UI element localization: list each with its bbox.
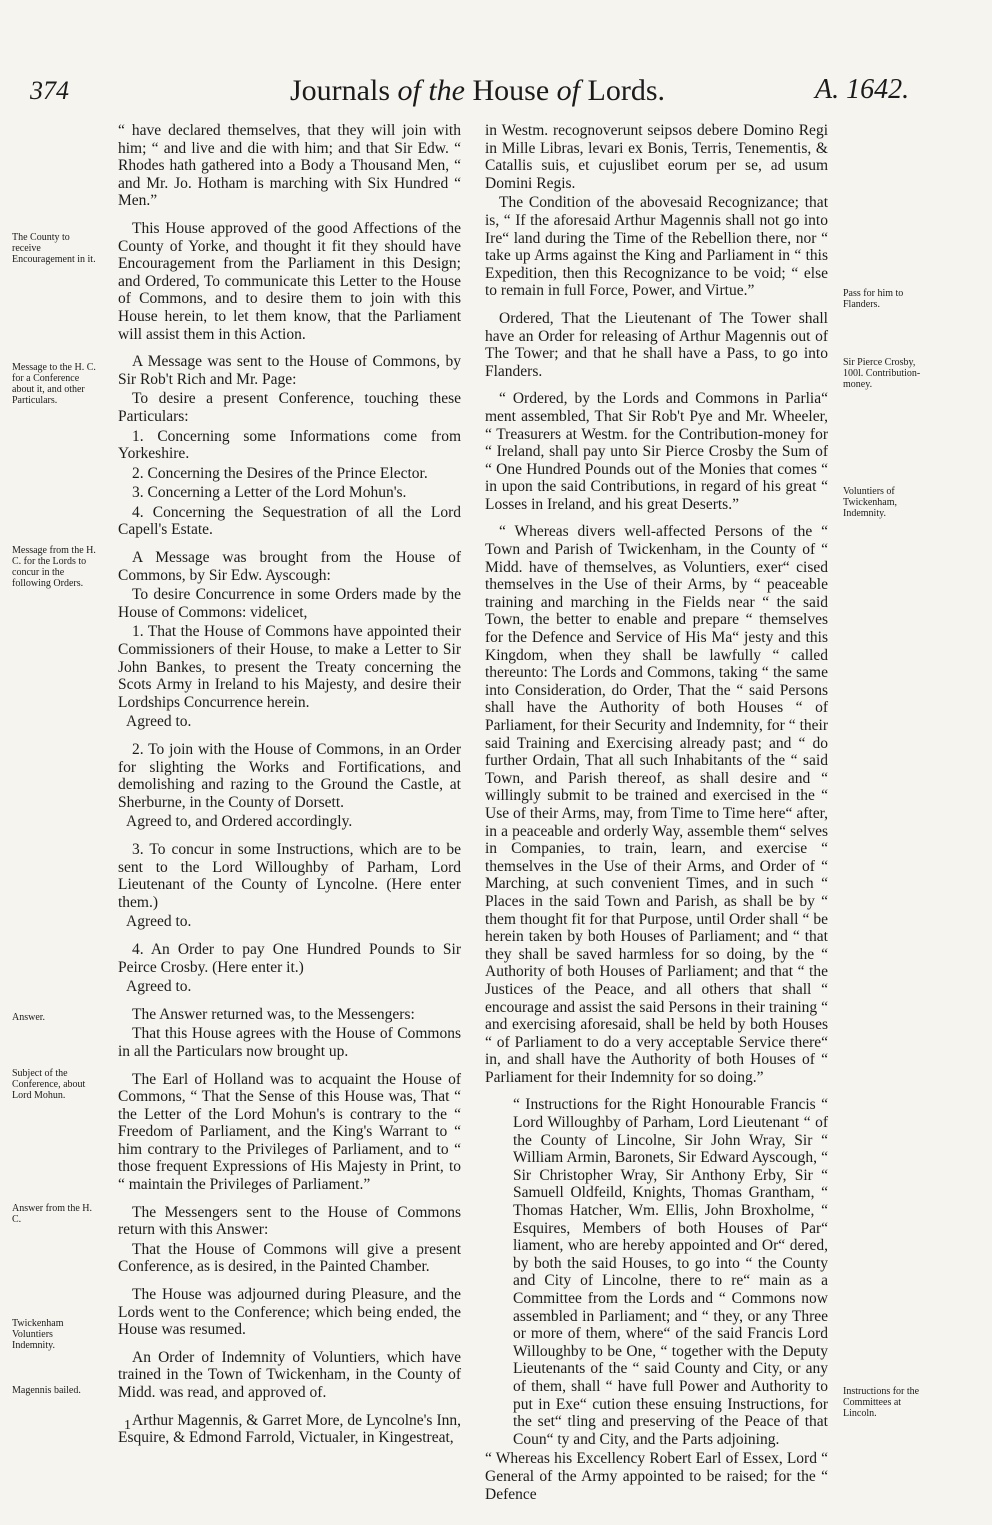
- left-paragraph: 1. Concerning some Informations come from Yorkeshire.: [118, 427, 461, 463]
- right-paragraph: “ Whereas his Excellency Robert Earl of Essex, Lord “ General of the Army appointed to be raised; for the “ Defence: [485, 1450, 828, 1503]
- signature-mark: 1: [124, 1418, 131, 1433]
- left-paragraph: 4. Concerning the Sequestration of all the Lord Capell's Estate.: [118, 503, 461, 539]
- left-paragraph: 2. Concerning the Desires of the Prince Elector.: [132, 464, 428, 482]
- margin-note-left: Message from the H. C. for the Lords to concur in the following Orders.: [12, 545, 96, 589]
- page-header: [0, 70, 992, 110]
- right-paragraph: “ Ordered, by the Lords and Commons in Parlia“ ment assembled, That Sir Rob't Pye and Mr. Wheeler, “ Treasurers at Westm. for the Contribution-money for “ Ireland, shall pay unto Sir Pierce Crosby the Sum of “ One Hundred Pounds out of the Monies that comes “ in upon the said Contributions, in regard of his great “ Losses in Ireland, and his great Deserts.”: [485, 390, 828, 513]
- left-paragraph: “ have declared themselves, that they will join with him; “ and live and die with him; and that Sir Edw. “ Rhodes hath gathered into a Body a Thousand Men, “ and Mr. Jo. Hotham is marching with Six Hundred “ Men.”: [118, 122, 461, 210]
- title-of: of: [397, 74, 421, 107]
- left-paragraph: 4. An Order to pay One Hundred Pounds to Sir Peirce Crosby. (Here enter it.): [118, 940, 461, 976]
- agreed-note: Agreed to, and Ordered accordingly.: [126, 813, 353, 831]
- margin-note-left: Subject of the Conference, about Lord Mohun.: [12, 1068, 86, 1101]
- left-paragraph: An Order of Indemnity of Voluntiers, which have trained in the Town of Twickenham, in the County of Midd. was read, and approved of.: [118, 1348, 461, 1401]
- left-paragraph: 3. To concur in some Instructions, which are to be sent to the Lord Willoughby of Parham, Lord Lieutenant of the County of Lyncolne. (Here enter them.): [118, 840, 461, 911]
- left-paragraph: The Messengers sent to the House of Commons return with this Answer:: [118, 1203, 461, 1239]
- title-the: the: [428, 74, 465, 107]
- running-title: [290, 74, 665, 108]
- page-number: 374: [30, 76, 69, 105]
- left-paragraph: The House was adjourned during Pleasure, and the Lords went to the Conference; which being ended, the House was resumed.: [118, 1286, 461, 1339]
- margin-note-left: Answer.: [12, 1012, 46, 1023]
- agreed-note: Agreed to.: [126, 913, 192, 931]
- margin-note-left: Magennis bailed.: [12, 1385, 81, 1396]
- running-year: A. 1642.: [815, 74, 910, 105]
- right-column: [485, 122, 828, 1513]
- title-house: House: [472, 74, 550, 107]
- left-paragraph: Arthur Magennis, & Garret More, de Lyncolne's Inn, Esquire, & Edmond Farrold, Victualer, in Kingestreat,: [118, 1411, 461, 1447]
- left-paragraph: The Earl of Holland was to acquaint the House of Commons, “ That the Sense of this House was, That “ the Letter of the Lord Mohun's is contrary to the “ Freedom of Parliament, and the King's Warrant to “ him contrary to the Privileges of Parliament, and to “ those frequent Expressions of His Majesty in Print, to “ maintain the Privileges of Parliament.”: [118, 1070, 461, 1194]
- margin-note-left: Answer from the H. C.: [12, 1203, 92, 1225]
- margin-note-left: The County to receive Encouragement in it.: [12, 232, 96, 265]
- left-paragraph: 2. To join with the House of Commons, in an Order for slighting the Works and Fortifications, and demolishing and razing to the Ground the Castle, at Sherburne, in the County of Dorsett.: [118, 741, 461, 811]
- left-paragraph: This House approved of the good Affections of the County of Yorke, and thought it fit they should have Encouragement from the Parliament in this Design; and Ordered, To communicate this Letter to the House of Commons, and to desire them to join with this House herein, to let them know, that the Parliament will assist them in this Action.: [118, 219, 461, 343]
- left-paragraph: To desire Concurrence in some Orders made by the House of Commons: videlicet,: [118, 586, 461, 621]
- left-paragraph: That the House of Commons will give a present Conference, as is desired, in the Painted Chamber.: [118, 1240, 461, 1276]
- left-paragraph: 3. Concerning a Letter of the Lord Mohun's.: [132, 484, 407, 502]
- left-paragraph: To desire a present Conference, touching these Particulars:: [118, 390, 461, 425]
- title-lords: Lords.: [587, 74, 665, 107]
- title-journals: Journals: [290, 74, 390, 107]
- left-paragraph: A Message was brought from the House of Commons, by Sir Edw. Ayscough:: [118, 549, 461, 584]
- agreed-note: Agreed to.: [126, 713, 192, 731]
- agreed-note: Agreed to.: [126, 978, 192, 996]
- margin-note-right: Pass for him to Flanders.: [843, 288, 904, 310]
- left-column: [118, 122, 461, 1457]
- margin-note-left: Twickenham Voluntiers Indemnity.: [12, 1318, 64, 1351]
- margin-note-right: Instructions for the Committees at Lincoln.: [843, 1386, 920, 1419]
- right-paragraph: “ Instructions for the Right Honourable Francis “ Lord Willoughby of Parham, Lord Lieutenant “ of the County of Lincolne, Sir John Wray, Sir “ William Armin, Baronets, Sir Edward Ayscough, “ Sir Christopher Wray, Sir Anthony Erby, Sir “ Samuell Oldfeild, Knights, Thomas Grantham, “ Thomas Hatcher, Wm. Ellis, John Broxholme, “ Esquires, Members of both Houses of Par“ liament, who are hereby appointed and Or“ dered, by both the said Houses, to go into “ the County and City of Lincolne, there to re“ main as a Committee from the Lords and “ Commons now assembled in Parliament; and “ they, or any Three or more of them, where“ of the said Francis Lord Willoughby to be One, “ together with the Deputy Lieutenants of the “ said County and City, or any of them, shall “ have full Power and Authority to put in Exe“ cution these ensuing Instructions, for the set“ tling and preserving of the Peace of that Coun“ ty and City, and the Parts adjoining.: [513, 1096, 828, 1448]
- right-paragraph: Ordered, That the Lieutenant of The Tower shall have an Order for releasing of Arthur Magennis out of The Tower; and that he shall have a Pass, to go into Flanders.: [485, 309, 828, 380]
- margin-note-right: Sir Pierce Crosby, 100l. Contribution-money.: [843, 357, 921, 390]
- margin-note-right: Voluntiers of Twickenham, Indemnity.: [843, 486, 898, 519]
- left-paragraph: 1. That the House of Commons have appointed their Commissioners of their House, to make a Letter to Sir John Bankes, to present the Treaty concerning the Scots Army in Ireland to his Majesty, and desire their Lordships Concurrence herein.: [118, 623, 461, 711]
- right-paragraph: in Westm. recognoverunt seipsos debere Domino Regi in Mille Libras, levari ex Bonis, Terris, Tenementis, & Catallis suis, et cujuslibet eorum per se, ad usum Domini Regis.: [485, 122, 828, 192]
- right-paragraph: “ Whereas divers well-affected Persons of the “ Town and Parish of Twickenham, in the County of “ Midd. have of themselves, as Voluntiers, exer“ cised themselves in the Use of their Arms, by “ peaceable training and marching in the Fields near “ the said Town, the better to enable and prepare “ themselves for the Defence and Service of His Ma“ jesty and this Kingdom, when they shall be lawfully “ called thereunto: The Lords and Commons, taking “ the same into Consideration, do Order, That the “ said Persons shall have the Authority of both Houses “ of Parliament, for their Security and Indemnity, for “ their said Training and Exercising already past; and “ do further Ordain, That all such Inhabitants of the “ said Town, and Parish thereof, as shall desire and “ willingly submit to be trained and exercised in the “ Use of their Arms, may, from Time to Time here“ after, in a peaceable and orderly Way, assemble them“ selves in Companies, to train, learn, and exercise “ themselves in the Use of their Arms, and Order of “ Marching, at such convenient Times, and in such “ Places in the said Town and Parish, as shall be by “ them thought fit for that Purpose, until Order shall “ be herein taken by both Houses of Parliament; and “ that they shall be saved harmless for so doing, by the “ Authority of both Houses of Parliament; and that “ the Justices of the Peace, and all others that shall “ encourage and assist the said Persons in their training “ and exercising aforesaid, shall be held by both Houses “ of Parliament to do a very acceptable Service there“ in, and shall have the Authority of both Houses of “ Parliament for their Indemnity for so doing.”: [485, 523, 828, 1086]
- title-of-2: of: [556, 74, 580, 107]
- margin-note-left: Message to the H. C. for a Conference about it, and other Particulars.: [12, 362, 96, 406]
- left-paragraph: That this House agrees with the House of Commons in all the Particulars now brought up.: [118, 1025, 461, 1060]
- left-paragraph: A Message was sent to the House of Commons, by Sir Rob't Rich and Mr. Page:: [118, 353, 461, 388]
- left-paragraph: The Answer returned was, to the Messengers:: [132, 1005, 415, 1023]
- right-paragraph: The Condition of the abovesaid Recognizance; that is, “ If the aforesaid Arthur Magennis shall not go into Ire“ land during the Time of the Rebellion there, nor “ take up Arms against the King and Parliament in “ this Expedition, then this Recognizance to be void; “ else to remain in full Force, Power, and Virtue.”: [485, 194, 828, 300]
